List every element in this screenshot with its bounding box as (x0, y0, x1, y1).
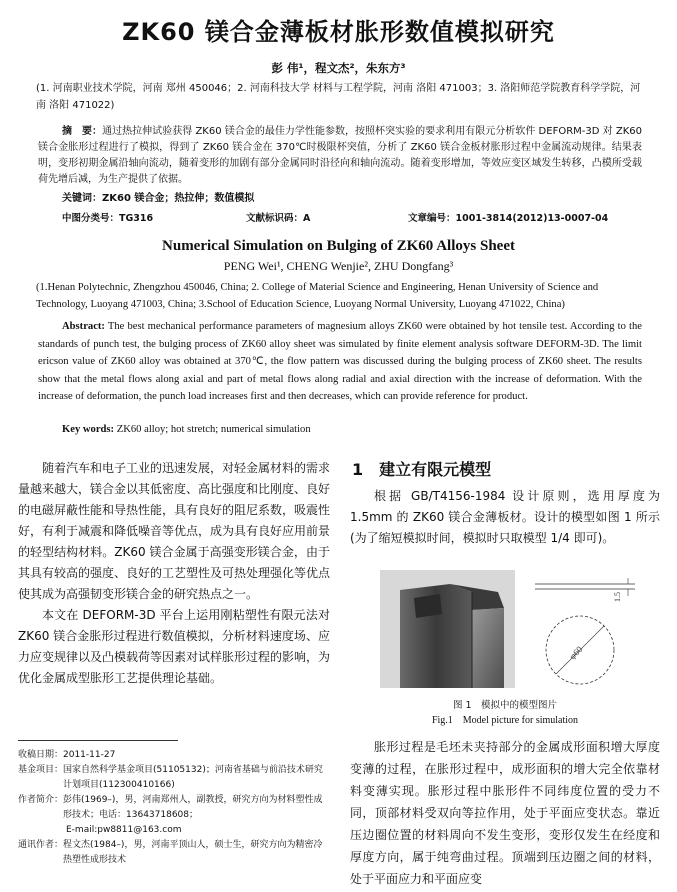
corresponding-text: 程文杰(1984–)，男，河南平顶山人，硕士生，研究方向为精密冷热塑性成形技术 (63, 840, 323, 865)
corresponding-author (18, 838, 330, 868)
fund-note (18, 763, 330, 793)
footnote-divider (18, 740, 178, 741)
punch-head (414, 594, 442, 618)
abstract-en-text: The best mechanical performance parameters of magnesium alloys ZK60 were obtained by hot tensile test. According to the standards of punch test, the bulging process of ZK60 alloy sheet was simulated by finite element analysis software DEFORM-3D. The limit ericson value of ZK60 alloy was obtained at 370℃, the flow pattern was discussed during the bulging process of ZK60 sheet. The results show that the metal flows along axial and part of metal flows along radial and axial direction with the increase of deformation. With the increase of deformation, the punch load increases first and then decreases, which can provide reference for product. (38, 321, 642, 402)
author-email: E-mail:pw8811@163.com (66, 825, 182, 835)
body-left-column (18, 458, 330, 689)
affiliations: (1. 河南职业技术学院，河南 郑州 450046；2. 河南科技大学 材料与工程学院，河南 洛阳 471003；3. 洛阳师范学院教育科学学院，河南 洛阳 471022) (36, 83, 641, 111)
abstract-cn-label: 摘 要： (62, 126, 103, 137)
dim-diameter: φ60 (567, 644, 585, 662)
author-list: 彭 伟¹，程文杰²，朱东方³ (271, 61, 406, 75)
fund-label: 基金项目： (18, 765, 64, 775)
section-1-paragraph-1: 根据 GB/T4156-1984 设计原则，选用厚度为 1.5mm 的 ZK60 镁合金薄板材。设计的模型如图 1 所示(为了缩短模拟时间，模拟时只取模型 1/4 即可)。 (350, 489, 660, 545)
english-title: Numerical Simulation on Bulging of ZK60 Alloys Sheet (162, 238, 515, 254)
document-code: 文献标识码：A (246, 213, 311, 224)
bulge-diagram (535, 578, 635, 684)
abstract-cn (38, 124, 642, 188)
dim-thickness: 1.5 (613, 592, 622, 602)
received-date: 收稿日期：2011-11-27 (18, 750, 116, 760)
section-1-heading: 1 建立有限元模型 (352, 460, 492, 479)
english-affiliations: (1.Henan Polytechnic, Zhengzhou 450046, China; 2. College of Material Science and Engineering, Henan University of Science and Technology, Luoyang 471003, China; 3.School of Education Science, Luoyang Normal University, Luoyang 471022, China) (36, 282, 599, 310)
abstract-cn-text: 通过热拉伸试验获得 ZK60 镁合金的最佳力学性能参数，按照杯突实验的要求利用有限元分析软件 DEFORM-3D 对 ZK60 镁合金胀形过程进行了模拟，得到了 ZK60 镁合金在 370℃时极限杯突值，分析了 ZK60 镁合金板材胀形过程中金属流动规律。结果表明，变形初期金属沿轴向流动，随着变形的加剧有部分金属同时沿径向和轴向流动。随着变形增加，等效应变区域发生转移，凸模所受载荷先增后减，为生产提供了依据。 (38, 126, 642, 185)
corresponding-label: 通讯作者： (18, 840, 64, 850)
english-authors: PENG Wei¹, CHENG Wenjie², ZHU Dongfang³ (223, 259, 454, 273)
intro-paragraph-2: 本文在 DEFORM-3D 平台上运用刚粘塑性有限元法对 ZK60 镁合金胀形过程进行数值模拟，分析材料速度场、应力应变规律以及凸模载荷等因素对试样胀形过程的影响，为优化金属成型胀形工艺提供理论基础。 (18, 608, 331, 685)
abstract-en-label: Abstract: (62, 321, 105, 332)
figure-1-caption-en: Fig.1 Model picture for simulation (431, 715, 579, 726)
keywords-cn-text: ZK60 镁合金；热拉伸；数值模拟 (102, 193, 255, 204)
fund-text: 国家自然科学基金项目(51105132)；河南省基础与前沿技术研究计划项目(112300410166) (63, 765, 323, 790)
intro-paragraph-1: 随着汽车和电子工业的迅速发展，对轻金属材料的需求量越来越大，镁合金以其低密度、高比强度和比刚度、良好的电磁屏蔽性能和导热性能，具有良好的阻尼系数，吸震性好，有利于减震和降低噪音等优点，成为具有良好应用前景的轻型结构材料。ZK60 镁合金属于高强变形镁合金，由于其具有较高的强度、良好的工艺塑性及可热处理强化等优点使其成为高强韧变形镁合金的研究热点之一。 (18, 461, 331, 601)
keywords-en (62, 424, 311, 435)
figure-1-caption-cn: 图 1 模拟中的模型图片 (452, 700, 558, 711)
figure-1-graphic (380, 570, 638, 688)
clc-number: 中图分类号：TG316 (62, 213, 154, 224)
author-bio-label: 作者简介： (18, 795, 64, 805)
section-1-paragraph-2: 胀形过程是毛坯未夹持部分的金属成形面积增大厚度变薄的过程，在胀形过程中，成形面积的增大完全依靠材料变薄实现。胀形过程中胀形件不同纬度位置的受力不同，顶部材料受双向等拉作用，处于平面应变状态。靠近压边圈位置的材料周向不发生变形，变形仅发生在经度和厚度方向，属于纯弯曲过程。顶端到压边圈之间的材料，处于平面应力和平面应变 (350, 740, 660, 886)
figure-1 (380, 570, 638, 688)
keywords-en-text: ZK60 alloy; hot stretch; numerical simulation (116, 424, 311, 435)
article-number: 文章编号：1001-3814(2012)13-0007-04 (408, 213, 609, 224)
paper-title: ZK60 镁合金薄板材胀形数值模拟研究 (122, 18, 555, 46)
author-bio (18, 793, 330, 823)
keywords-en-label: Key words: (62, 424, 115, 435)
keywords-cn (62, 189, 254, 204)
footnotes (18, 748, 330, 868)
author-bio-text: 彭伟(1969–)，男，河南郑州人，副教授，研究方向为材料塑性成形技术；电话：13643718608； (63, 795, 323, 820)
abstract-en (38, 318, 642, 406)
keywords-cn-label: 关键词： (62, 193, 102, 204)
die-side (472, 608, 504, 688)
